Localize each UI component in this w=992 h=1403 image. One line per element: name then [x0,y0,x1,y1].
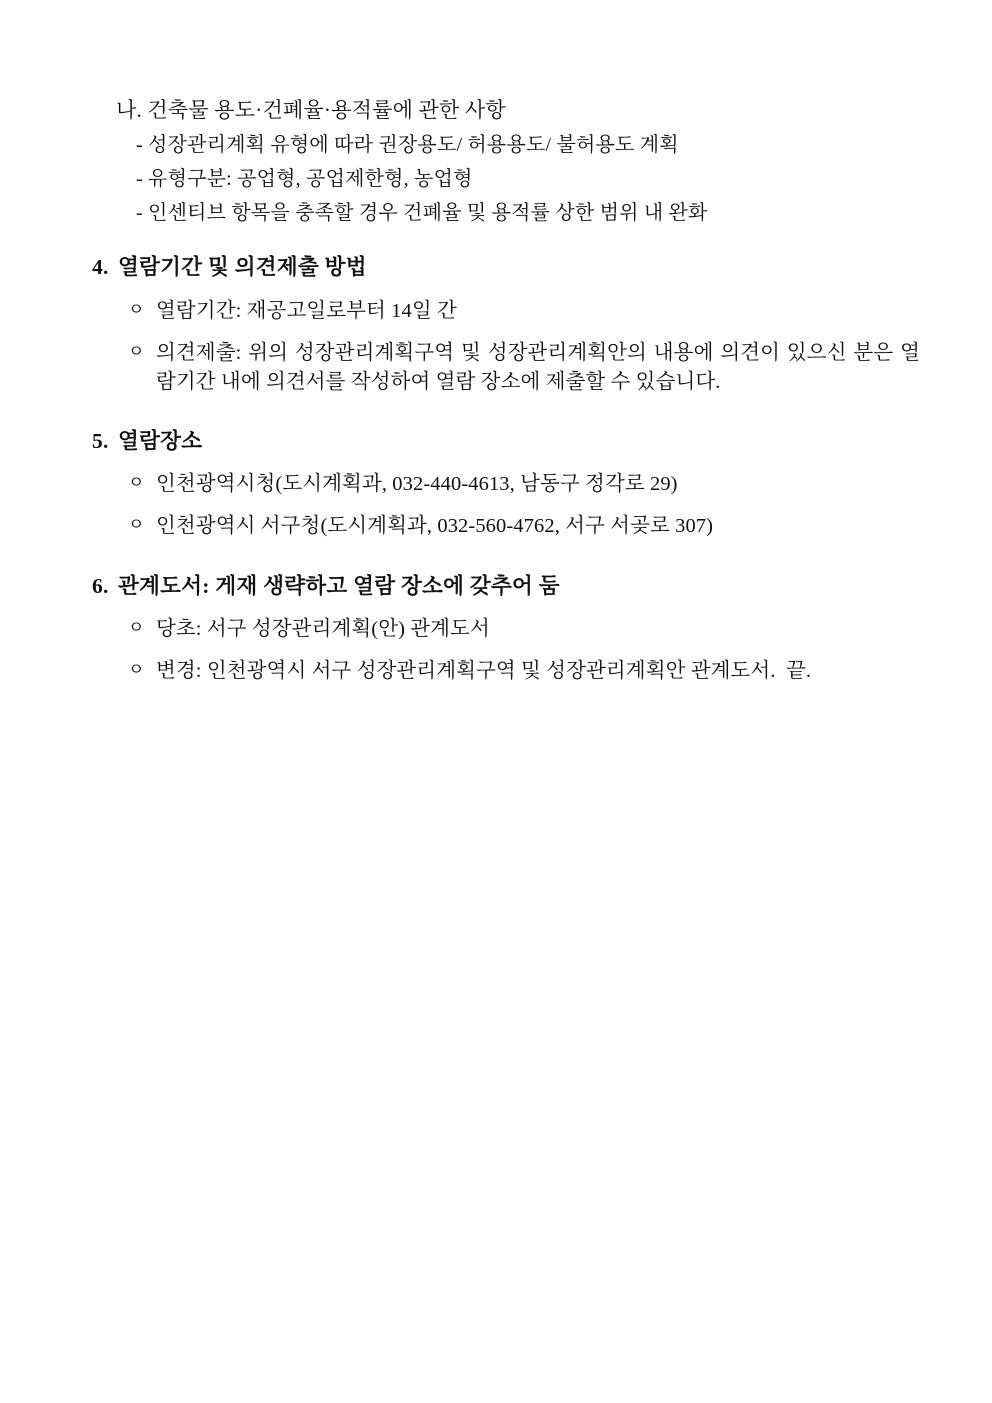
section-5-heading [92,428,920,453]
list-item [128,297,920,326]
section-na-dash-1: - 성장관리계획 유형에 따라 권장용도/ 허용용도/ 불허용도 계획 [136,134,679,156]
circle-bullet-icon: ㅇ [128,515,145,536]
section-4-heading [92,257,920,279]
section-na-title-text: 건축물 용도·건폐율·용적률에 관한 사항 [147,98,506,122]
list-item [128,470,920,499]
section-na-dash-2: - 유형구분: 공업형, 공업제한형, 농업형 [136,168,473,190]
section-na [88,100,920,223]
circle-bullet-icon: ㅇ [128,618,145,639]
section-na-title [116,100,920,121]
list-item [128,615,920,644]
circle-bullet-icon: ㅇ [128,660,145,681]
list-item-text: 의견제출: 위의 성장관리계획구역 및 성장관리계획안의 내용에 의견이 있으신 분은 열람기간 내에 의견서를 작성하여 열람 장소에 제출할 수 있습니다. [156,341,920,393]
section-na-label: 나. [116,98,142,122]
list-item-text: 변경: 인천광역시 서구 성장관리계획구역 및 성장관리계획안 관계도서. 끝. [156,660,812,683]
circle-bullet-icon: ㅇ [128,299,145,320]
section-na-dash-3: - 인센티브 항목을 충족할 경우 건폐율 및 용적률 상한 범위 내 완화 [136,202,708,224]
circle-bullet-icon: ㅇ [128,473,145,494]
section-6-heading [92,573,920,598]
section-5 [88,428,920,542]
section-6-number: 6. [92,573,109,598]
section-5-number: 5. [92,428,109,453]
list-item-text: 당초: 서구 성장관리계획(안) 관계도서 [156,618,490,641]
section-4-number: 4. [92,255,109,279]
list-item-text: 인천광역시 서구청(도시계획과, 032-560-4762, 서구 서곶로 307) [156,515,714,538]
section-4-heading-text: 열람기간 및 의견제출 방법 [118,255,367,279]
section-6-heading-text: 관계도서: 게재 생략하고 열람 장소에 갖추어 둠 [118,573,560,598]
section-6 [88,573,920,687]
circle-bullet-icon: ㅇ [128,341,145,362]
list-item [128,657,920,686]
list-item-text: 인천광역시청(도시계획과, 032-440-4613, 남동구 정각로 29) [156,473,678,496]
list-item [128,512,920,541]
section-5-heading-text: 열람장소 [118,428,203,453]
list-item-text: 열람기간: 재공고일로부터 14일 간 [156,299,457,322]
list-item [128,339,920,397]
section-4 [88,257,920,397]
